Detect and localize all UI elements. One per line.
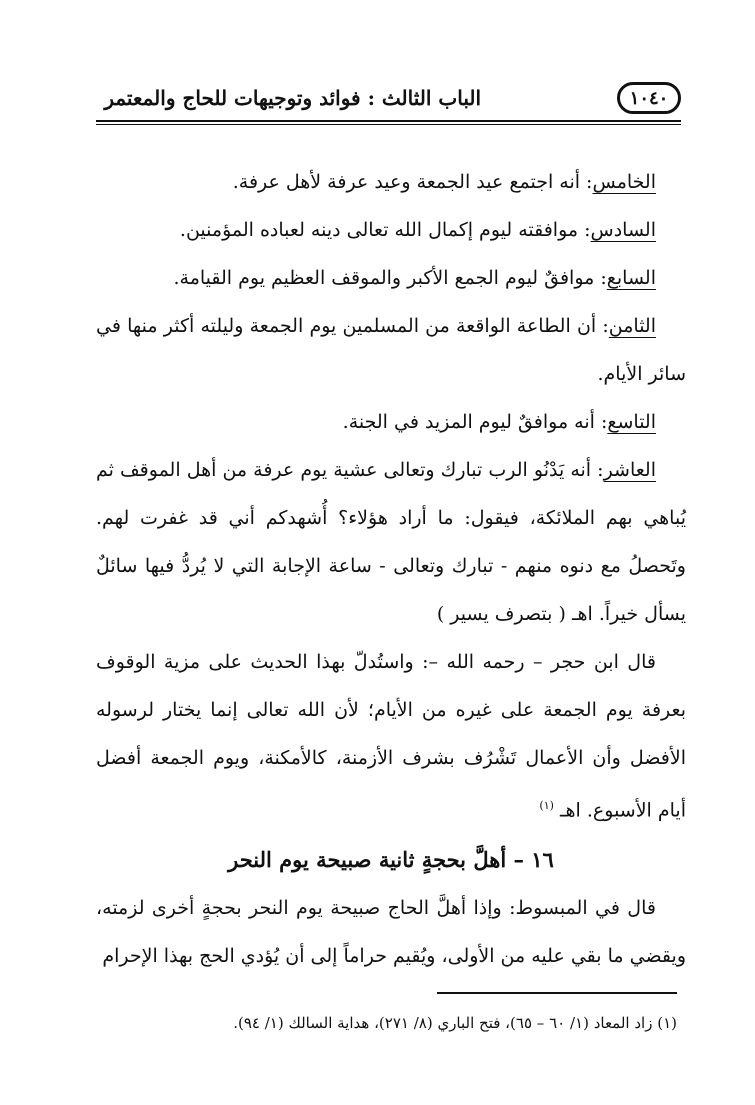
footnote-separator [437,992,677,994]
footnote-reference: (١) [539,799,554,812]
running-title: الباب الثالث : فوائد وتوجيهات للحاج والمعتمر [104,86,481,110]
paragraph-fifth [96,158,686,206]
header-rule-thin [96,124,681,125]
paragraph-seventh [96,254,686,302]
paragraph-label: التاسع [607,411,656,433]
paragraph-text: : أن الطاعة الواقعة من المسلمين يوم الجمعة وليلته أكثر منها في سائر الأيام. [96,315,686,385]
paragraph-text: قال ابن حجر – رحمه الله –: واستُدلّ بهذا الحديث على مزية الوقوف بعرفة يوم الجمعة على غيره من الأيام؛ لأن الله تعالى إنما يختار لرسوله الأفضل وأن الأعمال تَشْرُف بشرف الأزمنة، كالأمكنة، ويوم الجمعة أفضل أيام الأسبوع. اهـ [96,651,686,822]
paragraph-text: : أنه اجتمع عيد الجمعة وعيد عرفة لأهل عرفة. [232,171,593,193]
paragraph-text: : موافقٌ ليوم الجمع الأكبر والموقف العظيم يوم القيامة. [173,267,607,289]
paragraph-label: السابع [606,267,656,289]
paragraph-label: الخامس [592,171,656,193]
paragraph-text: قال في المبسوط: وإذا أهلَّ الحاج صبيحة يوم النحر بحجةٍ أخرى لزمته، ويقضي ما بقي عليه من الأولى، ويُقيم حراماً إلى أن يُؤدي الحج بهذا الإحرام [96,897,686,968]
paragraph-mabsut [96,884,686,980]
paragraph-ninth [96,398,686,446]
paragraph-text: : أنه موافقٌ ليوم المزيد في الجنة. [342,411,608,433]
paragraph-label: الثامن [608,315,656,337]
paragraph-sixth [96,206,686,254]
page-header [96,80,681,122]
header-rule [96,120,681,122]
paragraph-text: : أنه يَدْنُو الرب تبارك وتعالى عشية يوم عرفة من أهل الموقف ثم يُباهي بهم الملائكة، فيقول: ما أراد هؤلاء؟ أُشهدكم أني قد غفرت لهم. وتَحصلُ مع دنوه منهم - تبارك وتعالى - ساعة الإجابة التي لا يُردُّ فيها سائلٌ يسأل خيراً. اهـ ( بتصرف يسير ) [96,459,686,625]
paragraph-label: السادس [590,219,656,241]
paragraph-label: العاشر [603,459,656,481]
paragraph-ibn-hajar [96,638,686,834]
page-number-badge: ١٠٤٠ [617,82,681,114]
paragraph-tenth [96,446,686,638]
footnote: (١) زاد المعاد (١/ ٦٠ – ٦٥)، فتح الباري (٨/ ٢٧١)، هداية السالك (١/ ٩٤). [233,1014,677,1032]
page-body [96,158,686,980]
paragraph-eighth [96,302,686,398]
section-heading: ١٦ – أهلَّ بحجةٍ ثانية صبيحة يوم النحر [228,847,554,873]
paragraph-text: : موافقته ليوم إكمال الله تعالى دينه لعباده المؤمنين. [179,219,591,241]
